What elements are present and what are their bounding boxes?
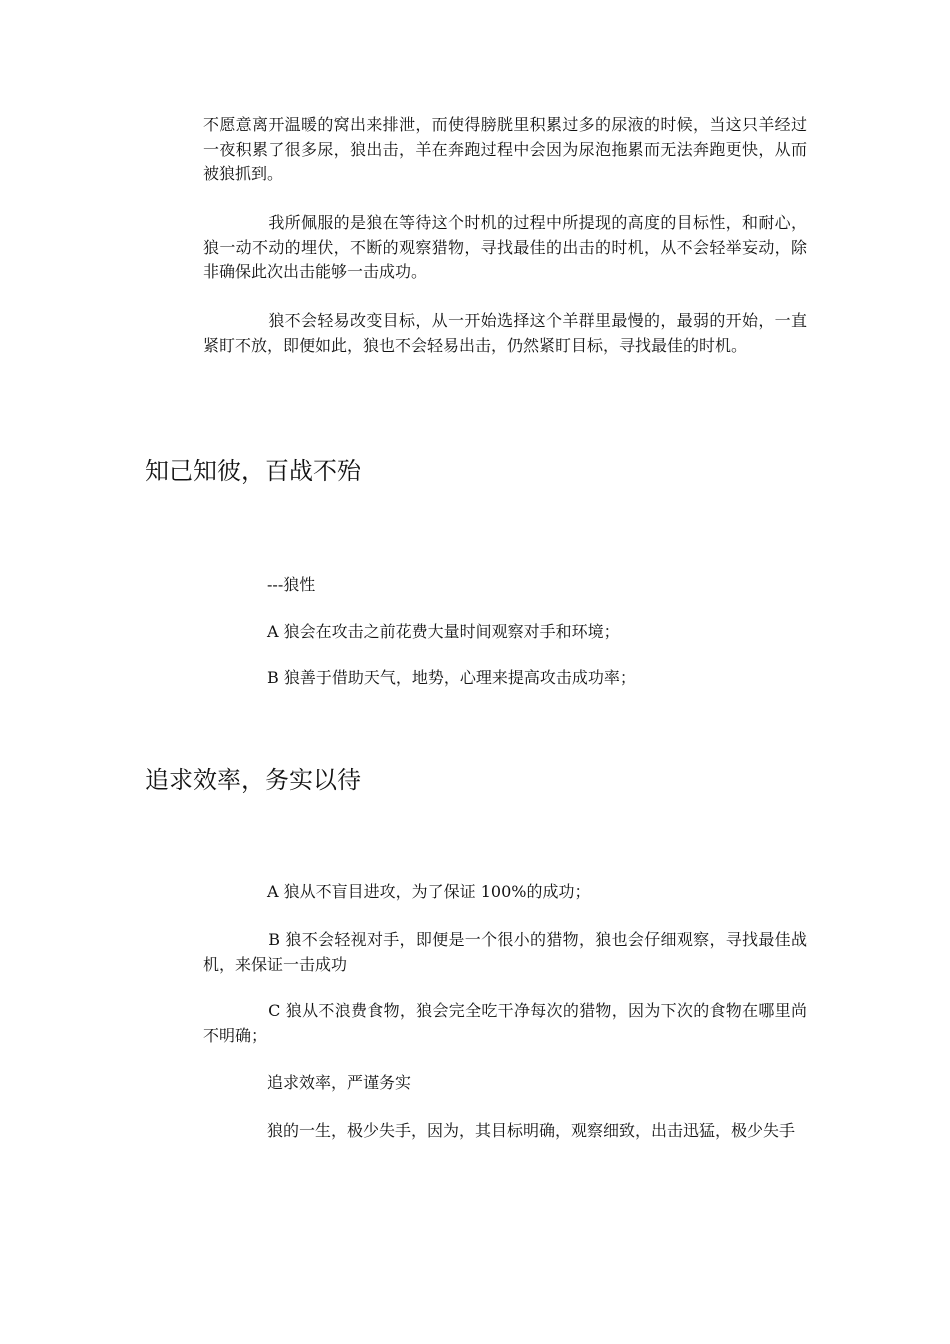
section-heading: 知己知彼，百战不殆 [145,457,361,485]
paragraph: A 狼从不盲目进攻，为了保证 100%的成功； [203,882,591,901]
paragraph: A 狼会在攻击之前花费大量时间观察对手和环境； [203,622,620,641]
paragraph: 追求效率，严谨务实 [203,1073,412,1092]
paragraph: 狼不会轻易改变目标，从一开始选择这个羊群里最慢的，最弱的开始，一直紧盯不放，即便如此，狼也不会轻易出击，仍然紧盯目标，寻找最佳的时机。 [203,311,807,355]
section-heading: 追求效率，务实以待 [145,766,361,794]
paragraph: 我所佩服的是狼在等待这个时机的过程中所提现的高度的目标性，和耐心，狼一动不动的埋伏，不断的观察猎物，寻找最佳的出击的时机，从不会轻举妄动，除非确保此次出击能够一击成功。 [203,213,807,281]
paragraph: B 狼不会轻视对手，即便是一个很小的猎物，狼也会仔细观察，寻找最佳战机，来保证一击成功 [203,930,807,974]
paragraph: 不愿意离开温暖的窝出来排泄，而使得膀胱里积累过多的尿液的时候，当这只羊经过一夜积累了很多尿，狼出击，羊在奔跑过程中会因为尿泡拖累而无法奔跑更快，从而被狼抓到。 [203,115,807,183]
paragraph: C 狼从不浪费食物，狼会完全吃干净每次的猎物，因为下次的食物在哪里尚不明确； [203,1001,807,1045]
paragraph: 狼的一生，极少失手，因为，其目标明确，观察细致，出击迅猛，极少失手 [203,1121,796,1140]
paragraph: ---狼性 [203,575,316,594]
paragraph: B 狼善于借助天气，地势，心理来提高攻击成功率； [203,668,636,687]
